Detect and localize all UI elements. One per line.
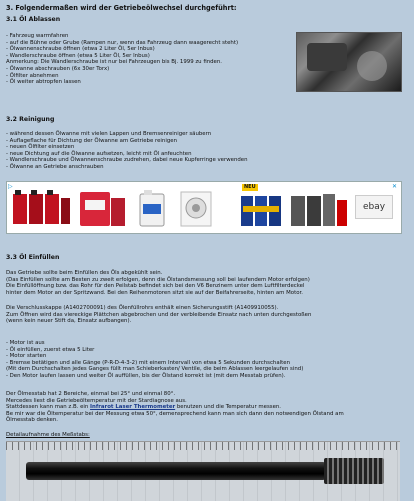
list-item: - neuen Ölfilter einsetzen xyxy=(6,144,75,151)
list-item: Anmerkung: Die Wandlerschraube ist nur bei Fahrzeugen bis Bj. 1999 zu finden. xyxy=(6,59,222,66)
subsection-heading-einfuellen: 3.3 Öl Einfüllen xyxy=(6,254,60,261)
ebay-logo[interactable]: ebay xyxy=(355,195,393,219)
text-line xyxy=(6,404,344,411)
einfuellen-steps xyxy=(6,340,303,380)
list-item: - Ölfilter abnehmen xyxy=(6,72,59,79)
paragraph-einfuellen-2 xyxy=(6,305,311,325)
list-item: - Öl einfüllen, zuerst etwa 5 Liter xyxy=(6,346,95,353)
text-line: Das Getriebe sollte beim Einfüllen des Öls abgekühlt sein. xyxy=(6,270,163,276)
ruler-ticks xyxy=(6,442,400,450)
ad-product-oil-bottles[interactable] xyxy=(11,186,71,229)
paragraph-temperatur xyxy=(6,391,344,424)
list-item: - Ölwanne an Getriebe anschrauben xyxy=(6,163,104,170)
dipstick-photo[interactable] xyxy=(6,441,400,501)
ad-close-icon[interactable]: ✕ xyxy=(392,183,398,190)
text-line: (Das Einfüllen sollte am Besten zu zweit erfolgen, denn die Ölstandsmessung soll bei laufendem Motor erfolgen) xyxy=(6,276,310,283)
reinigung-list xyxy=(6,131,248,171)
ad-product-oil-set[interactable] xyxy=(289,186,349,229)
text-fragment: Stattdessen kann man z.B. ein xyxy=(6,404,91,411)
list-item: - neue Dichtung auf die Ölwanne aufsetzen, leicht mit Öl anfeuchten xyxy=(6,150,192,157)
dipstick-spring xyxy=(324,458,384,484)
list-item: - Motor ist aus xyxy=(6,340,45,346)
list-item: (Mit dem Durchschalten jedes Ganges füllt man Schieberkasten/ Ventile, die beim Ablassen leergelaufen sind) xyxy=(6,366,304,373)
list-item: - während dessen Ölwanne mit vielen Lappen und Bremsenreiniger säubern xyxy=(6,131,212,137)
paragraph-einfuellen-1 xyxy=(6,270,310,296)
text-line: (wenn kein neuer Stift da, Einsatz aufbangen). xyxy=(6,318,132,325)
text-line: Zum Öffnen wird das viereckige Plättchen abgebrochen und der verbleibende Einsatz nach unten durchgestoßen xyxy=(6,311,312,318)
list-item: - Ölwanne abschrauben (6x 30er Torx) xyxy=(6,65,110,72)
text-line: Die Einfüllöffnung bzw. das Rohr für den Peilstab befindet sich bei den V6 Benzinern unter dem Luftfilterdeckel xyxy=(6,283,305,290)
list-item: - Den Motor laufen lassen und weiter Öl auffüllen, bis der Ölstand korrekt ist (mit dem Messtab prüfen). xyxy=(6,372,286,379)
text-line: Die Verschlusskappe (A1402700091) des Ölenfüllrohrs enthält einen Sicherungsstift (A1409910055). xyxy=(6,305,279,311)
text-line: hinter dem Motor an der Spritzwand. Bei den Reihenmotoren sitzt sie auf der Beifahrerseite, hinten am Motor. xyxy=(6,289,303,296)
text-fragment: benutzen und die Temperatur messen. xyxy=(175,404,282,411)
ablassen-list xyxy=(6,33,238,86)
ad-banner[interactable] xyxy=(6,181,402,234)
ad-product-liqui-moly[interactable] xyxy=(239,186,283,229)
list-item: - Fahrzeug warmfahren xyxy=(6,33,69,39)
ad-product-filter-kit[interactable] xyxy=(177,186,217,229)
ad-product-bottle[interactable] xyxy=(132,186,172,229)
list-item: - auf die Bühne oder Grube (Rampen nur, wenn das Fahrzeug dann waagerecht steht) xyxy=(6,39,239,46)
new-badge: NEU xyxy=(244,184,256,190)
dipstick-shaft xyxy=(26,462,326,480)
section-heading: 3. Folgendermaßen wird der Getriebeölwechsel durchgeführt: xyxy=(6,4,237,12)
list-item: - Auflageflache für Dichtung der Ölwanne am Getriebe reinigen xyxy=(6,137,177,144)
subsection-heading-ablassen: 3.1 Öl Ablassen xyxy=(6,16,61,23)
list-item: - Öl weiter abtropfen lassen xyxy=(6,79,81,86)
text-line: Ölmesstab denken. xyxy=(6,417,59,424)
infrared-thermometer-link[interactable]: Infrarot Laser Thermometer xyxy=(90,404,176,411)
text-line: Be mir war die Öltemperatur bei der Messung etwa 50°, demensprechend kann man sich dann den notwendigen Ölstand am xyxy=(6,410,344,417)
gearbox-photo[interactable] xyxy=(296,32,402,92)
subsection-heading-reinigung: 3.2 Reinigung xyxy=(6,116,55,123)
photo-detail xyxy=(357,51,387,81)
list-item: - Wandlerschraube und Ölwannenschraube zudrehen, dabei neue Kupferringe verwenden xyxy=(6,157,248,164)
list-item: - Bremse betätigen und alle Gänge (P-R-D-4-3-2) mit einem Intervall von etwa 5 Sekunden durchschalten xyxy=(6,359,290,366)
text-line: Mercedes liest die Getriebeöltemperatur mit der Stardiagnose aus. xyxy=(6,397,187,404)
list-item: - Ölwannenschraube öffnen (etwa 2 Liter Öl, 5er Inbus) xyxy=(6,46,155,53)
dipstick-caption: Detailaufnahme des Meßstabs: xyxy=(6,432,90,438)
list-item: - Wandlerschraube öffnen (etwa 5 Liter Öl, 5er Inbus) xyxy=(6,52,150,59)
ad-info-icon[interactable]: ▷ xyxy=(8,183,13,190)
photo-detail xyxy=(307,43,347,71)
text-line: Der Ölmesstab hat 2 Bereiche, einmal bei 25° und einmal 80°. xyxy=(6,391,176,397)
list-item: - Motor starten xyxy=(6,353,47,360)
ad-product-canister[interactable] xyxy=(77,186,127,229)
